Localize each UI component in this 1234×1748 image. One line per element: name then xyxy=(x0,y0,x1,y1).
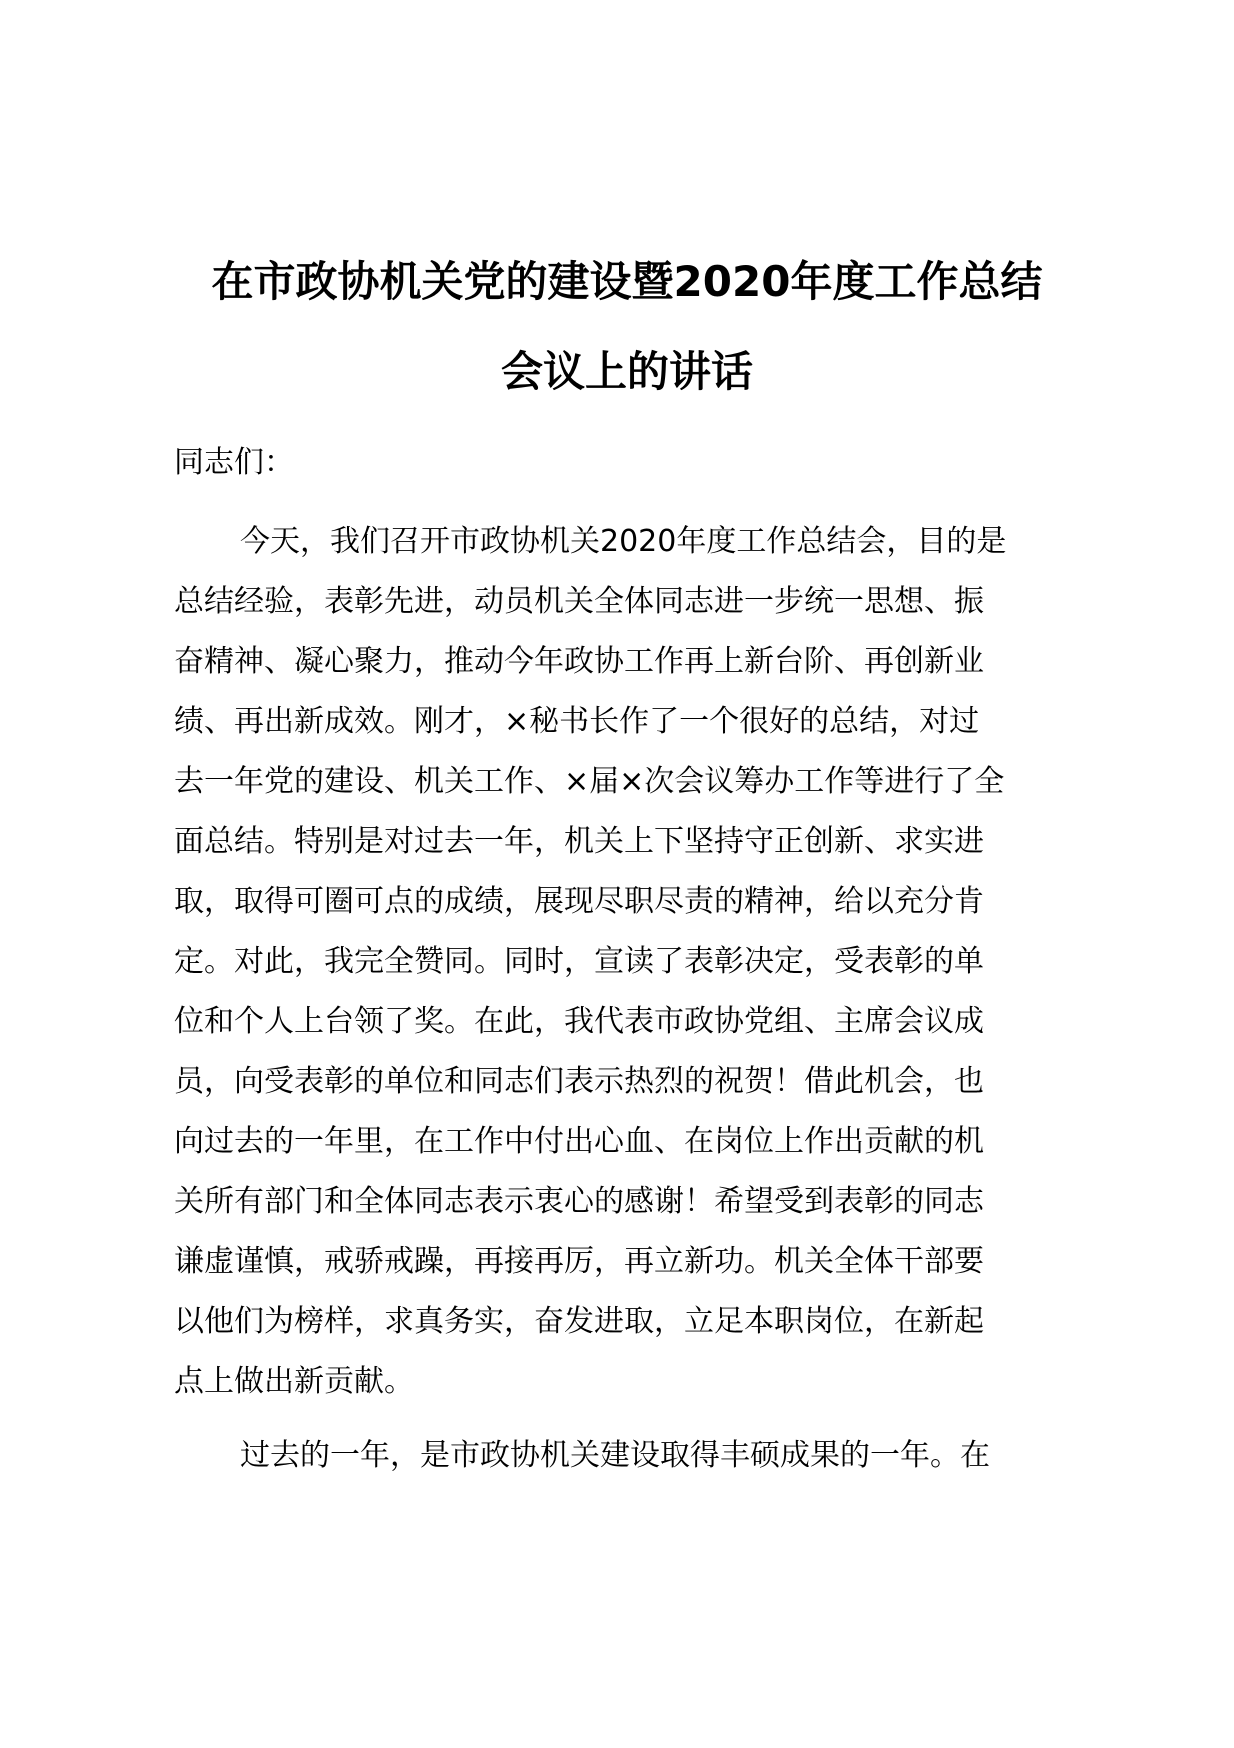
text-line: 取，取得可圈可点的成绩，展现尽职尽责的精神，给以充分肯 xyxy=(174,884,984,919)
body-paragraph-1 xyxy=(174,512,1084,1412)
text-line: 关所有部门和全体同志表示衷心的感谢！希望受到表彰的同志 xyxy=(174,1184,984,1219)
body-paragraph-2 xyxy=(174,1426,1084,1486)
text-line: 定。对此，我完全赞同。同时，宣读了表彰决定，受表彰的单 xyxy=(174,944,984,979)
text-line: 点上做出新贡献。 xyxy=(174,1364,414,1399)
text-line: 今天，我们召开市政协机关2020年度工作总结会，目的是 xyxy=(240,524,1007,559)
document-title-line-1: 在市政协机关党的建设暨2020年度工作总结 xyxy=(211,257,1043,306)
text-line: 奋精神、凝心聚力，推动今年政协工作再上新台阶、再创新业 xyxy=(174,644,984,679)
text-line: 以他们为榜样，求真务实，奋发进取，立足本职岗位，在新起 xyxy=(174,1304,984,1339)
text-line: 过去的一年，是市政协机关建设取得丰硕成果的一年。在 xyxy=(240,1438,990,1473)
text-line: 去一年党的建设、机关工作、×届×次会议筹办工作等进行了全 xyxy=(174,764,1005,799)
text-line: 总结经验，表彰先进，动员机关全体同志进一步统一思想、振 xyxy=(174,584,984,619)
text-line: 向过去的一年里，在工作中付出心血、在岗位上作出贡献的机 xyxy=(174,1124,984,1159)
text-line: 员，向受表彰的单位和同志们表示热烈的祝贺！借此机会，也 xyxy=(174,1064,984,1099)
salutation: 同志们： xyxy=(174,445,294,480)
text-line: 绩、再出新成效。刚才，×秘书长作了一个很好的总结，对过 xyxy=(174,704,980,739)
text-line: 面总结。特别是对过去一年，机关上下坚持守正创新、求实进 xyxy=(174,824,984,859)
text-line: 位和个人上台领了奖。在此，我代表市政协党组、主席会议成 xyxy=(174,1004,984,1039)
text-line: 谦虚谨慎，戒骄戒躁，再接再厉，再立新功。机关全体干部要 xyxy=(174,1244,984,1279)
document-title-line-2: 会议上的讲话 xyxy=(500,347,753,396)
